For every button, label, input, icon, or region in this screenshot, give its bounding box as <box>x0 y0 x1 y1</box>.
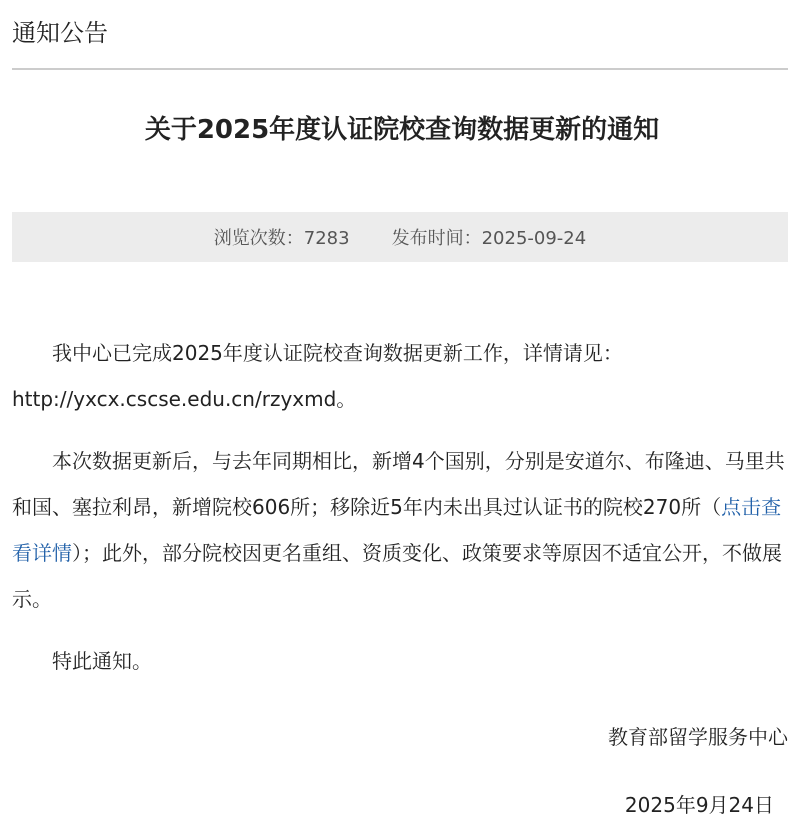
paragraph-1-text: 我中心已完成2025年度认证院校查询数据更新工作，详情请见： <box>52 341 623 365</box>
paragraph-1 <box>12 330 788 422</box>
header-divider <box>12 68 788 70</box>
article-body <box>12 330 788 700</box>
query-url-text: http://yxcx.cscse.edu.cn/rzyxmd。 <box>12 387 357 411</box>
paragraph-3: 特此通知。 <box>52 649 152 673</box>
section-title: 通知公告 <box>12 19 108 47</box>
date-label: 发布时间： <box>391 228 482 249</box>
paragraph-2 <box>12 438 788 622</box>
views-label: 浏览次数： <box>213 228 304 249</box>
paragraph-2-text-after: ）；此外，部分院校因更名重组、资质变化、政策要求等原因不适宜公开，不做展示。 <box>12 541 782 611</box>
view-details-link[interactable]: 点击查看详情 <box>12 495 782 565</box>
paragraph-2-text-before: 本次数据更新后，与去年同期相比，新增4个国别，分别是安道尔、布隆迪、马里共和国、塞拉利昂，新增院校606所；移除近5年内未出具过认证书的院校270所（ <box>12 449 785 519</box>
signature-date: 2025年9月24日 <box>624 793 774 817</box>
signature-org: 教育部留学服务中心 <box>608 725 788 749</box>
publish-date <box>392 224 587 250</box>
article-meta-bar <box>12 212 788 262</box>
views-count <box>214 224 350 250</box>
notice-title: 关于2025年度认证院校查询数据更新的通知 <box>144 115 660 145</box>
date-value: 2025-09-24 <box>481 228 587 249</box>
views-value: 7283 <box>303 228 350 249</box>
